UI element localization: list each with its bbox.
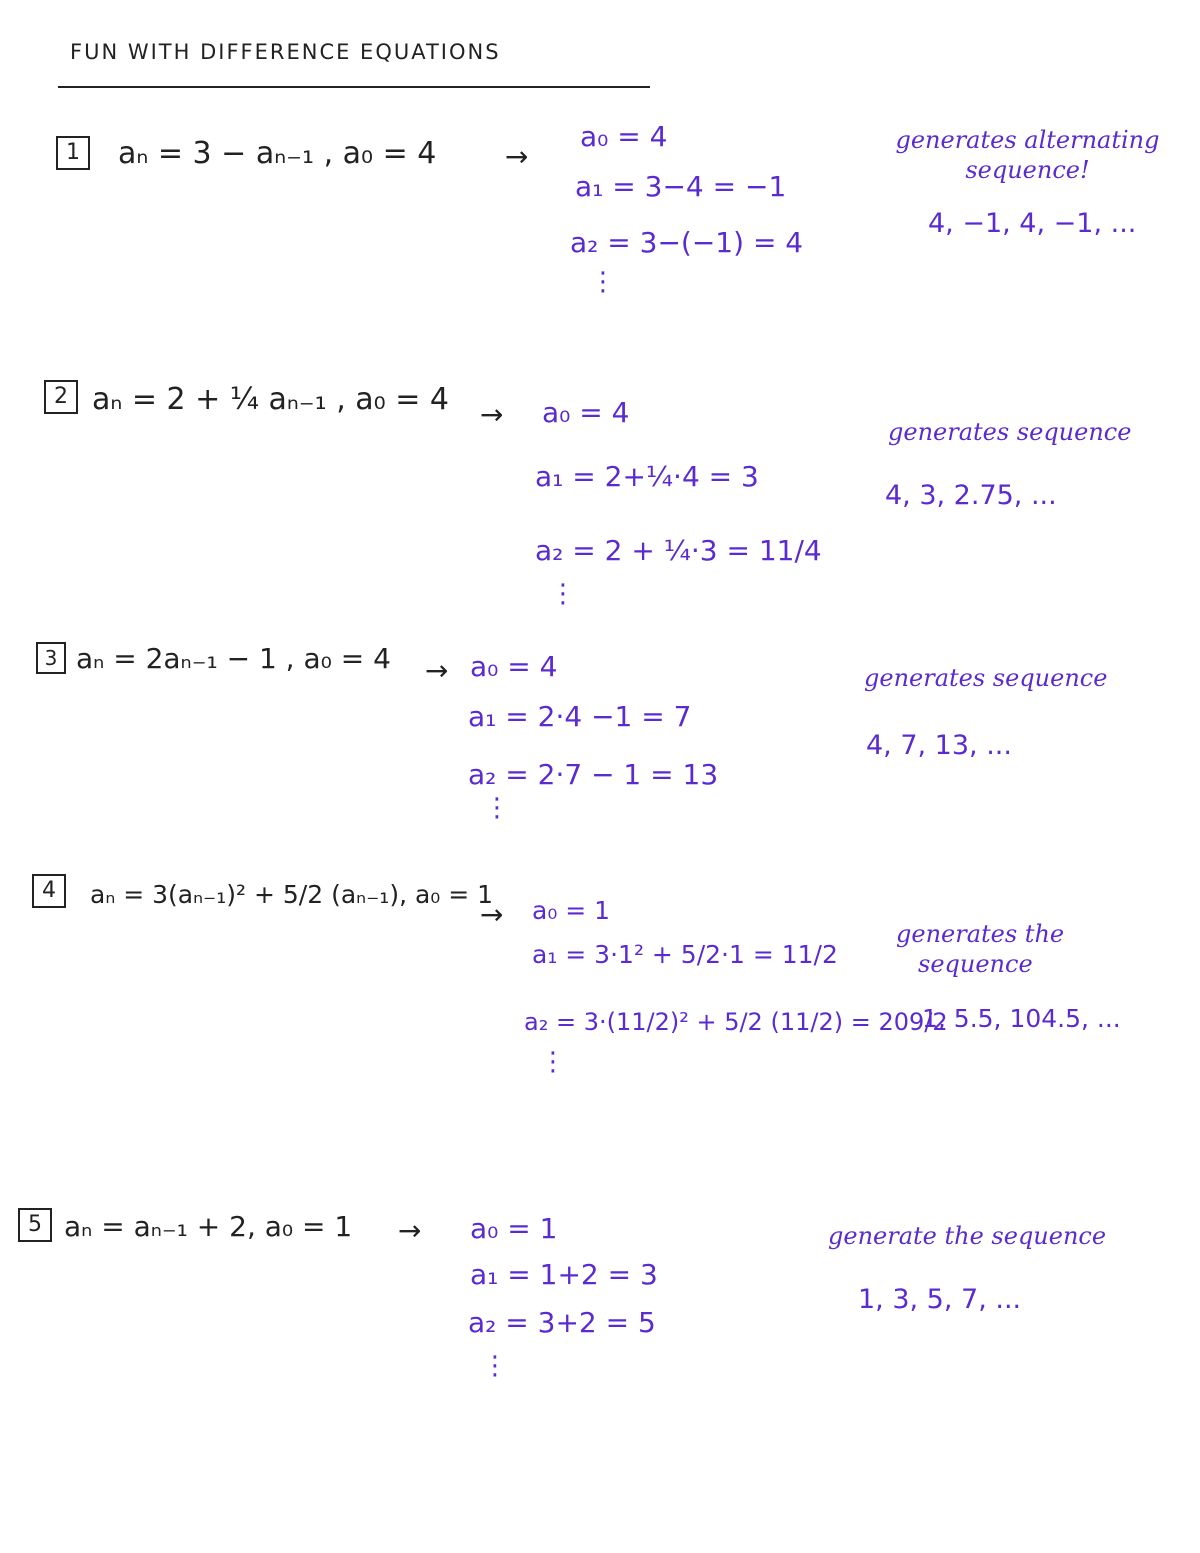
vertical-dots: ⋮	[540, 1047, 566, 1077]
step-a0: a₀ = 4	[470, 650, 558, 683]
step-a2: a₂ = 2 + ¼·3 = 11/4	[535, 534, 822, 567]
sequence-note: generates sequence	[888, 418, 1132, 446]
arrow-icon: →	[480, 398, 504, 431]
step-a2: a₂ = 3−(−1) = 4	[570, 226, 804, 259]
step-a2: a₂ = 2·7 − 1 = 13	[468, 758, 719, 791]
step-a2: a₂ = 3+2 = 5	[468, 1306, 656, 1339]
vertical-dots: ⋮	[550, 579, 576, 609]
arrow-icon: →	[480, 898, 504, 931]
problem-number-box: 1	[56, 136, 90, 170]
vertical-dots: ⋮	[482, 1351, 508, 1381]
step-a1: a₁ = 3−4 = −1	[575, 170, 787, 203]
vertical-dots: ⋮	[484, 793, 510, 823]
sequence-note: generates sequence	[864, 664, 1108, 692]
step-a0: a₀ = 4	[542, 396, 630, 429]
sequence-note: generates alternating sequence!	[895, 126, 1160, 184]
sequence-note: generate the sequence	[828, 1222, 1107, 1250]
sequence-values: 4, 3, 2.75, ...	[885, 480, 1057, 511]
sequence-values: 1, 3, 5, 7, ...	[858, 1284, 1022, 1315]
step-a0: a₀ = 1	[470, 1212, 558, 1245]
arrow-icon: →	[398, 1214, 422, 1247]
step-a1: a₁ = 2·4 −1 = 7	[468, 700, 692, 733]
equation: aₙ = 3(aₙ₋₁)² + 5/2 (aₙ₋₁), a₀ = 1	[90, 880, 494, 909]
equation: aₙ = 3 − aₙ₋₁ , a₀ = 4	[118, 136, 437, 171]
title-underline	[58, 86, 650, 88]
sequence-note-line1: generates the	[896, 920, 1065, 948]
problem-number-box: 2	[44, 380, 78, 414]
equation: aₙ = 2aₙ₋₁ − 1 , a₀ = 4	[76, 642, 391, 675]
sequence-values: 4, −1, 4, −1, ...	[928, 208, 1137, 239]
vertical-dots: ⋮	[590, 267, 616, 297]
problem-number-box: 4	[32, 874, 66, 908]
step-a0: a₀ = 1	[532, 896, 611, 925]
page-title: FUN WITH DIFFERENCE EQUATIONS	[70, 40, 501, 64]
equation: aₙ = aₙ₋₁ + 2, a₀ = 1	[64, 1210, 353, 1243]
problem-number-box: 3	[36, 642, 66, 674]
sequence-note-line2: sequence	[918, 950, 1033, 978]
step-a1: a₁ = 3·1² + 5/2·1 = 11/2	[532, 940, 838, 969]
problem-number-box: 5	[18, 1208, 52, 1242]
step-a1: a₁ = 2+¼·4 = 3	[535, 460, 759, 493]
step-a0: a₀ = 4	[580, 120, 668, 153]
sequence-values: 1, 5.5, 104.5, ...	[922, 1004, 1121, 1033]
step-a1: a₁ = 1+2 = 3	[470, 1258, 658, 1291]
equation: aₙ = 2 + ¼ aₙ₋₁ , a₀ = 4	[92, 382, 449, 417]
arrow-icon: →	[425, 654, 449, 687]
sequence-values: 4, 7, 13, ...	[866, 730, 1012, 761]
step-a2: a₂ = 3·(11/2)² + 5/2 (11/2) = 209/2	[524, 1008, 948, 1036]
arrow-icon: →	[505, 140, 529, 173]
